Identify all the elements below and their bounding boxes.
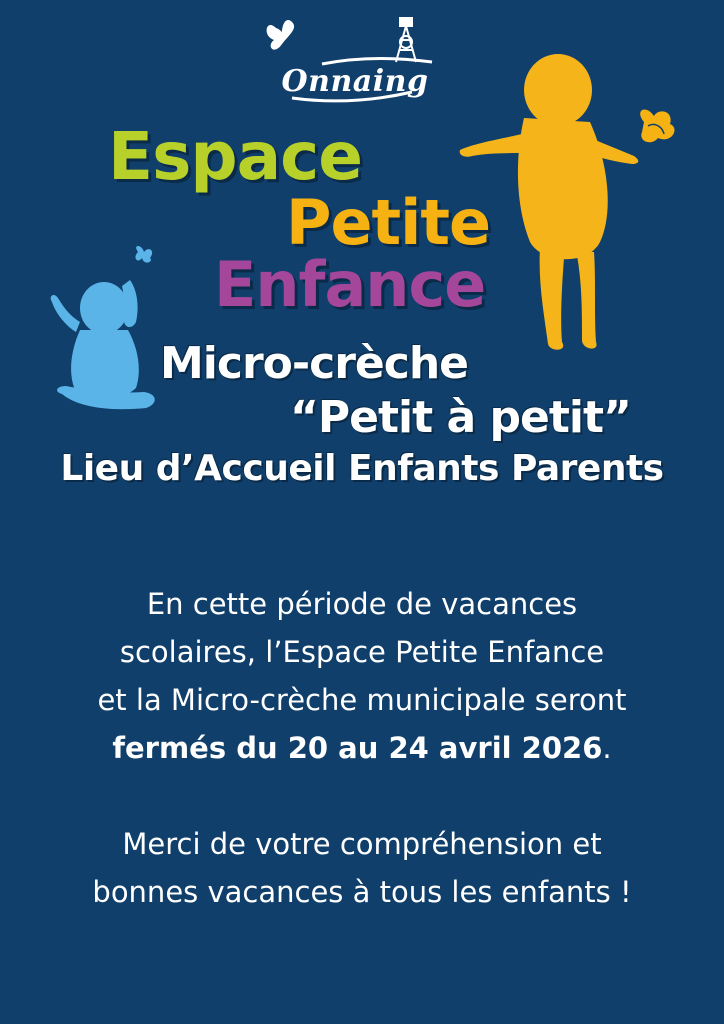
subtitle-petit-a-petit: “Petit à petit” [290, 392, 631, 443]
logo-text: Onnaing [281, 64, 429, 99]
spacer [0, 772, 724, 820]
title-espace: Espace [108, 118, 363, 195]
message-line-4 [0, 724, 724, 772]
message-line-3: et la Micro-crèche municipale seront [97, 683, 627, 717]
message-line-2: scolaires, l’Espace Petite Enfance [119, 635, 605, 669]
closure-dates-period: . [602, 731, 612, 765]
title-enfance: Enfance [214, 248, 486, 321]
headframe-icon [396, 18, 416, 62]
small-butterfly-icon [135, 246, 152, 263]
closure-dates: fermés du 20 au 24 avril 2026 [112, 731, 603, 765]
message-line-5: Merci de votre compréhension et [122, 827, 602, 861]
baby-sitting-silhouette [46, 244, 164, 414]
onnaing-logo [262, 14, 442, 110]
subtitle-micro-creche: Micro-crèche [160, 338, 469, 389]
baby-standing-silhouette [458, 52, 683, 357]
subtitle-laep: Lieu d’Accueil Enfants Parents [60, 448, 664, 489]
butterfly-icon [640, 109, 674, 142]
message-line-6: bonnes vacances à tous les enfants ! [92, 875, 632, 909]
logo-butterfly-icon [267, 25, 284, 50]
closure-message [0, 580, 724, 916]
message-line-1: En cette période de vacances [146, 587, 578, 621]
title-petite: Petite [286, 186, 491, 259]
